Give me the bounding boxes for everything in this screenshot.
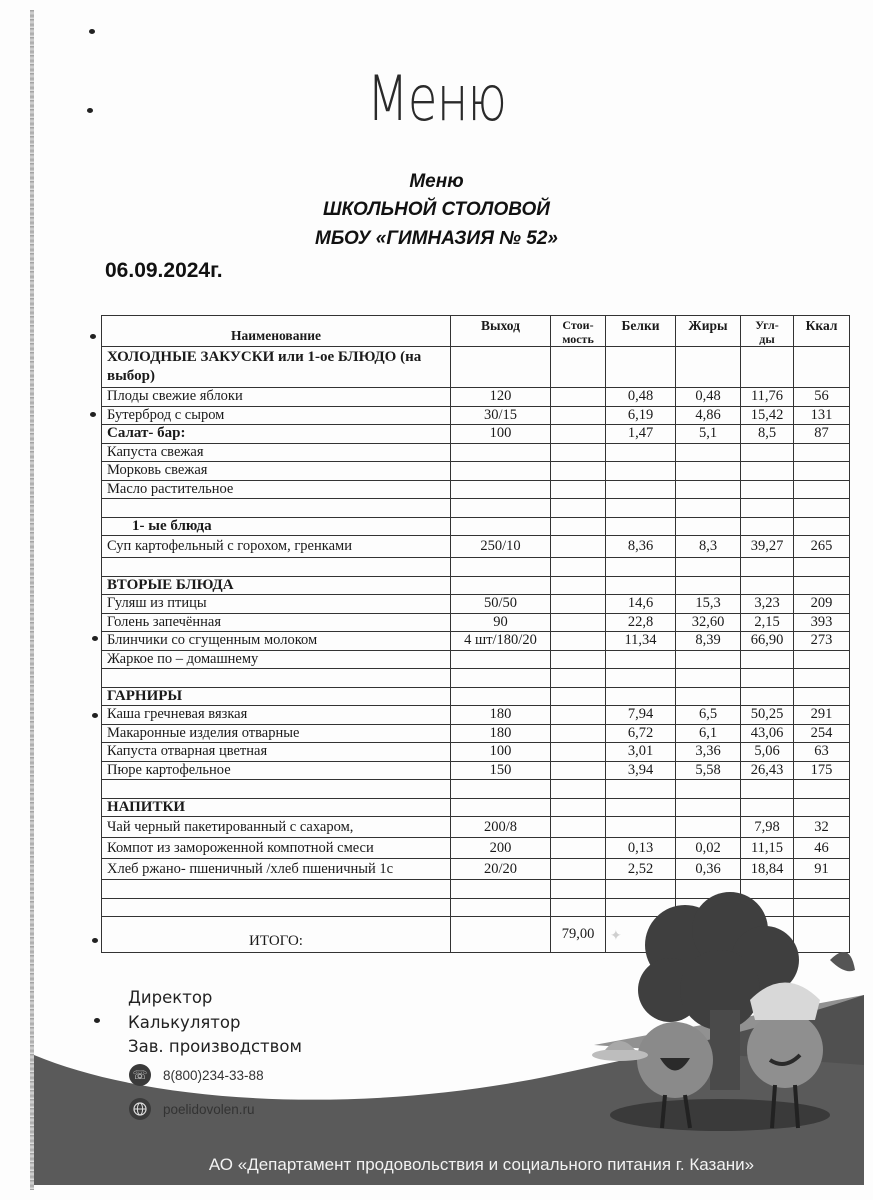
dish-kcal: 46 xyxy=(794,838,850,859)
section-row-first xyxy=(102,517,850,536)
dish-cost xyxy=(551,724,606,743)
table-row xyxy=(102,724,850,743)
dish-output: 100 xyxy=(451,425,551,444)
dish-protein: 0,13 xyxy=(606,838,676,859)
dish-carbs: 3,23 xyxy=(741,595,794,614)
dish-kcal: 87 xyxy=(794,425,850,444)
phone-icon: ☏ xyxy=(129,1064,151,1086)
col-cost-header: Стои- мость xyxy=(551,316,606,347)
table-row xyxy=(102,462,850,481)
table-row xyxy=(102,632,850,651)
menu-date: 06.09.2024г. xyxy=(105,259,223,282)
dish-carbs: 5,06 xyxy=(741,743,794,762)
dish-cost xyxy=(551,838,606,859)
dish-name: Морковь свежая xyxy=(102,462,451,481)
dish-name: Чай черный пакетированный с сахаром, xyxy=(102,817,451,838)
dish-cost xyxy=(551,613,606,632)
website-link[interactable]: poelidovolen.ru xyxy=(163,1101,255,1117)
col-fat-header: Жиры xyxy=(676,316,741,347)
section-row-drinks xyxy=(102,798,850,817)
dish-cost xyxy=(551,632,606,651)
dish-fat: 0,02 xyxy=(676,838,741,859)
table-row xyxy=(102,817,850,838)
dish-carbs: 39,27 xyxy=(741,536,794,558)
dish-cost xyxy=(551,706,606,725)
dish-cost xyxy=(551,406,606,425)
dish-kcal: 291 xyxy=(794,706,850,725)
table-row xyxy=(102,388,850,407)
table-row xyxy=(102,743,850,762)
dish-fat: 5,1 xyxy=(676,425,741,444)
dish-carbs: 8,5 xyxy=(741,425,794,444)
dish-carbs: 11,15 xyxy=(741,838,794,859)
dish-kcal: 393 xyxy=(794,613,850,632)
dish-name: Макаронные изделия отварные xyxy=(102,724,451,743)
table-row xyxy=(102,650,850,669)
punch-dot xyxy=(90,334,96,339)
dish-kcal: 131 xyxy=(794,406,850,425)
punch-dot xyxy=(90,412,96,417)
dish-carbs: 2,15 xyxy=(741,613,794,632)
col-protein-header: Белки xyxy=(606,316,676,347)
dish-carbs: 43,06 xyxy=(741,724,794,743)
col-name-header: Наименование xyxy=(102,316,451,347)
staff-calculator: Калькулятор xyxy=(128,1013,241,1032)
dish-protein: 1,47 xyxy=(606,425,676,444)
dish-carbs: 7,98 xyxy=(741,817,794,838)
table-row xyxy=(102,613,850,632)
dish-kcal: 91 xyxy=(794,859,850,880)
dish-output: 120 xyxy=(451,388,551,407)
dish-kcal: 209 xyxy=(794,595,850,614)
section-title: ГАРНИРЫ xyxy=(102,687,451,706)
dish-name: Салат- бар: xyxy=(102,425,451,444)
dish-name: Масло растительное xyxy=(102,480,451,499)
dish-protein: 8,36 xyxy=(606,536,676,558)
table-row xyxy=(102,536,850,558)
dish-name: Гуляш из птицы xyxy=(102,595,451,614)
section-row-second xyxy=(102,576,850,595)
dish-fat: 6,5 xyxy=(676,706,741,725)
menu-title: Меню xyxy=(409,171,464,192)
dish-output: 20/20 xyxy=(451,859,551,880)
dish-protein: 3,94 xyxy=(606,761,676,780)
col-carbs-header: Угл- ды xyxy=(741,316,794,347)
dish-name: Суп картофельный с горохом, гренками xyxy=(102,536,451,558)
dish-name: Капуста отварная цветная xyxy=(102,743,451,762)
dish-name: Каша гречневая вязкая xyxy=(102,706,451,725)
section-row-sides xyxy=(102,687,850,706)
dish-fat: 6,1 xyxy=(676,724,741,743)
dish-cost xyxy=(551,595,606,614)
svg-text:✦: ✦ xyxy=(610,928,622,944)
dish-output: 50/50 xyxy=(451,595,551,614)
section-title: 1- ые блюда xyxy=(102,517,451,536)
menu-table xyxy=(101,315,850,953)
table-row xyxy=(102,443,850,462)
dish-name: Голень запечённая xyxy=(102,613,451,632)
dish-cost xyxy=(551,859,606,880)
dish-carbs: 50,25 xyxy=(741,706,794,725)
dish-protein: 6,72 xyxy=(606,724,676,743)
dish-cost xyxy=(551,425,606,444)
dish-kcal: 273 xyxy=(794,632,850,651)
staff-production-head: Зав. производством xyxy=(128,1037,302,1056)
dish-fat: 32,60 xyxy=(676,613,741,632)
dish-output: 180 xyxy=(451,724,551,743)
dish-fat: 8,39 xyxy=(676,632,741,651)
section-title: ХОЛОДНЫЕ ЗАКУСКИ или 1-ое БЛЮДО (на выбор) xyxy=(102,347,451,388)
dish-name: Капуста свежая xyxy=(102,443,451,462)
total-label: ИТОГО: xyxy=(102,917,451,953)
section-row-cold xyxy=(102,347,850,388)
dish-output: 90 xyxy=(451,613,551,632)
dish-output: 4 шт/180/20 xyxy=(451,632,551,651)
dish-fat: 5,58 xyxy=(676,761,741,780)
punch-dot xyxy=(89,29,95,34)
blank-row xyxy=(102,669,850,688)
dish-name: Блинчики со сгущенным молоком xyxy=(102,632,451,651)
punch-dot xyxy=(92,636,98,641)
school-title: МБОУ «ГИМНАЗИЯ № 52» xyxy=(315,228,558,249)
dish-output: 180 xyxy=(451,706,551,725)
col-kcal-header: Ккал xyxy=(794,316,850,347)
punch-dot xyxy=(92,713,98,718)
organization-name: АО «Департамент продовольствия и социального питания г. Казани» xyxy=(208,1155,755,1174)
dish-protein: 0,48 xyxy=(606,388,676,407)
table-row xyxy=(102,406,850,425)
dish-protein: 6,19 xyxy=(606,406,676,425)
table-row xyxy=(102,761,850,780)
dish-fat: 4,86 xyxy=(676,406,741,425)
dish-kcal: 63 xyxy=(794,743,850,762)
table-row xyxy=(102,480,850,499)
section-title: ВТОРЫЕ БЛЮДА xyxy=(102,576,451,595)
dish-kcal: 265 xyxy=(794,536,850,558)
dish-kcal: 56 xyxy=(794,388,850,407)
dish-name: Пюре картофельное xyxy=(102,761,451,780)
section-title: НАПИТКИ xyxy=(102,798,451,817)
dish-protein: 14,6 xyxy=(606,595,676,614)
dish-kcal: 32 xyxy=(794,817,850,838)
table-header-row xyxy=(102,316,850,347)
dish-carbs: 66,90 xyxy=(741,632,794,651)
dish-output: 250/10 xyxy=(451,536,551,558)
dish-cost xyxy=(551,817,606,838)
dish-cost xyxy=(551,761,606,780)
table-row xyxy=(102,706,850,725)
dish-output: 150 xyxy=(451,761,551,780)
dish-protein: 3,01 xyxy=(606,743,676,762)
table-row xyxy=(102,425,850,444)
dish-output: 200 xyxy=(451,838,551,859)
staff-director: Директор xyxy=(128,988,213,1007)
dish-fat: 8,3 xyxy=(676,536,741,558)
dish-kcal: 175 xyxy=(794,761,850,780)
dish-output: 200/8 xyxy=(451,817,551,838)
mascot-illustration xyxy=(580,890,870,1140)
blank-row xyxy=(102,558,850,577)
col-output-header: Выход xyxy=(451,316,551,347)
dish-cost xyxy=(551,536,606,558)
dish-fat: 3,36 xyxy=(676,743,741,762)
phone-number[interactable]: 8(800)234-33-88 xyxy=(163,1067,264,1083)
table-row xyxy=(102,595,850,614)
dish-fat xyxy=(676,817,741,838)
dish-protein xyxy=(606,817,676,838)
contact-website xyxy=(129,1098,255,1120)
dish-output: 30/15 xyxy=(451,406,551,425)
contact-phone xyxy=(129,1064,264,1086)
blank-row xyxy=(102,499,850,518)
dish-name: Жаркое по – домашнему xyxy=(102,650,451,669)
total-cost: 79,00 xyxy=(551,917,606,953)
dish-protein: 2,52 xyxy=(606,859,676,880)
dish-output: 100 xyxy=(451,743,551,762)
dish-protein: 11,34 xyxy=(606,632,676,651)
dish-fat: 15,3 xyxy=(676,595,741,614)
canteen-title: ШКОЛЬНОЙ СТОЛОВОЙ xyxy=(323,199,550,220)
dish-name: Бутерброд с сыром xyxy=(102,406,451,425)
dish-carbs: 15,42 xyxy=(741,406,794,425)
handwritten-title: Меню xyxy=(366,62,507,135)
dish-protein: 7,94 xyxy=(606,706,676,725)
globe-icon xyxy=(129,1098,151,1120)
dish-protein: 22,8 xyxy=(606,613,676,632)
dish-name: Компот из замороженной компотной смеси xyxy=(102,838,451,859)
dish-carbs: 18,84 xyxy=(741,859,794,880)
dish-carbs: 26,43 xyxy=(741,761,794,780)
blank-row xyxy=(102,780,850,799)
table-row xyxy=(102,838,850,859)
dish-fat: 0,36 xyxy=(676,859,741,880)
dish-cost xyxy=(551,743,606,762)
punch-dot xyxy=(87,108,93,113)
dish-name: Плоды свежие яблоки xyxy=(102,388,451,407)
dish-kcal: 254 xyxy=(794,724,850,743)
dish-carbs: 11,76 xyxy=(741,388,794,407)
dish-cost xyxy=(551,388,606,407)
dish-fat: 0,48 xyxy=(676,388,741,407)
table-row xyxy=(102,859,850,880)
dish-name: Хлеб ржано- пшеничный /хлеб пшеничный 1с xyxy=(102,859,451,880)
punch-dot xyxy=(92,938,98,943)
